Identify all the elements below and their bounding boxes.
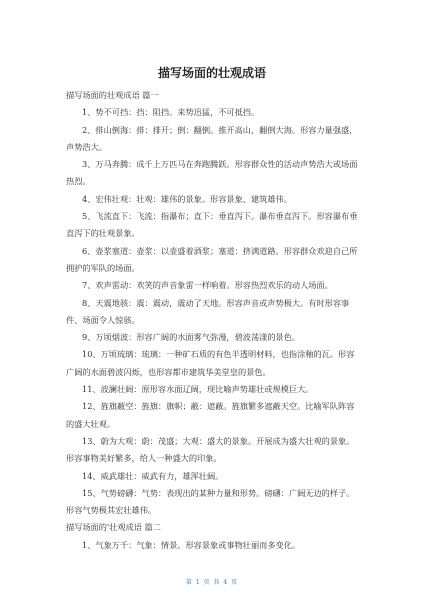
list-item: 13、蔚为大观：蔚：茂盛；大观：盛大的景象。开展成为盛大壮观的景象。形容事物美好繁多，给人一种盛大的印象。	[66, 435, 355, 464]
list-item: 14、威武雄壮：威武有力，雄浑壮阔。	[82, 470, 224, 481]
list-item: 5、飞流直下：飞流：指瀑布；直下：垂直泻下。瀑布垂直泻下。形容瀑布垂直泻下的壮观景象。	[66, 211, 358, 239]
page-footer: 第 1 页 共 4 页	[185, 579, 239, 586]
list-item: 4、宏伟壮观：壮观：雄伟的景象。形容景象、建筑雄伟。	[82, 193, 292, 204]
document-body	[66, 87, 360, 554]
section-heading: 描写场面的壮观成语 篇一	[66, 90, 159, 100]
document-title: 描写场面的壮观成语	[157, 66, 266, 80]
list-item: 1、气象万千：气象：情景。形容景象或事物壮丽而多变化。	[82, 539, 301, 550]
list-item: 3、万马奔腾：成千上万匹马在奔跑腾跃。形容群众性的活动声势浩大或场面热烈。	[66, 159, 358, 187]
list-item: 6、壶浆塞道：壶浆：以壶盛着酒浆；塞道：挤满道路。形容群众欢迎自己所拥护的军队的场面。	[66, 245, 358, 273]
list-item: 7、欢声雷动：欢笑的声音象雷一样响着。形容热烈欢乐的动人场面。	[82, 280, 333, 291]
list-item: 15、气势磅礴：气势：表现出的某种力量和形势。磅礴：广阔无边的样子。形容气势极其宏壮雄伟。	[66, 487, 355, 516]
list-item: 12、旌旗蔽空：旌旗：旗帜；蔽：遮蔽。旌旗繁多遮蔽天空。比喻军队阵容的盛大壮观。	[66, 401, 355, 429]
list-item: 10、万顷琉璃：琉璃：一种矿石质的有色半透明材料，也指涂釉的瓦。形容广阔的水面碧波闪烁，也形容都市建筑华美堂皇的景色。	[66, 349, 355, 377]
list-item: 11、波澜壮阔：原形容水面辽阔，现比喻声势雄壮或规模巨大。	[82, 384, 314, 395]
section-heading: 描写场面的'壮观成语 篇二	[66, 522, 161, 533]
list-item: 2、排山倒海：排：排开；倒：翻倒。推开高山，翻倒大海。形容力量强盛，声势浩大。	[66, 124, 358, 152]
list-item: 1、势不可挡：挡：阻挡。来势迅猛，不可抵挡。	[82, 107, 260, 118]
list-item: 9、万顷烟波：形容广阔的水面雾气弥漫，碧波荡漾的景色。	[82, 332, 301, 343]
list-item: 8、天震地骇：震：震动，震动了天地。形容声音或声势极大。有时形容事件、场面令人惊骇。	[66, 297, 350, 325]
